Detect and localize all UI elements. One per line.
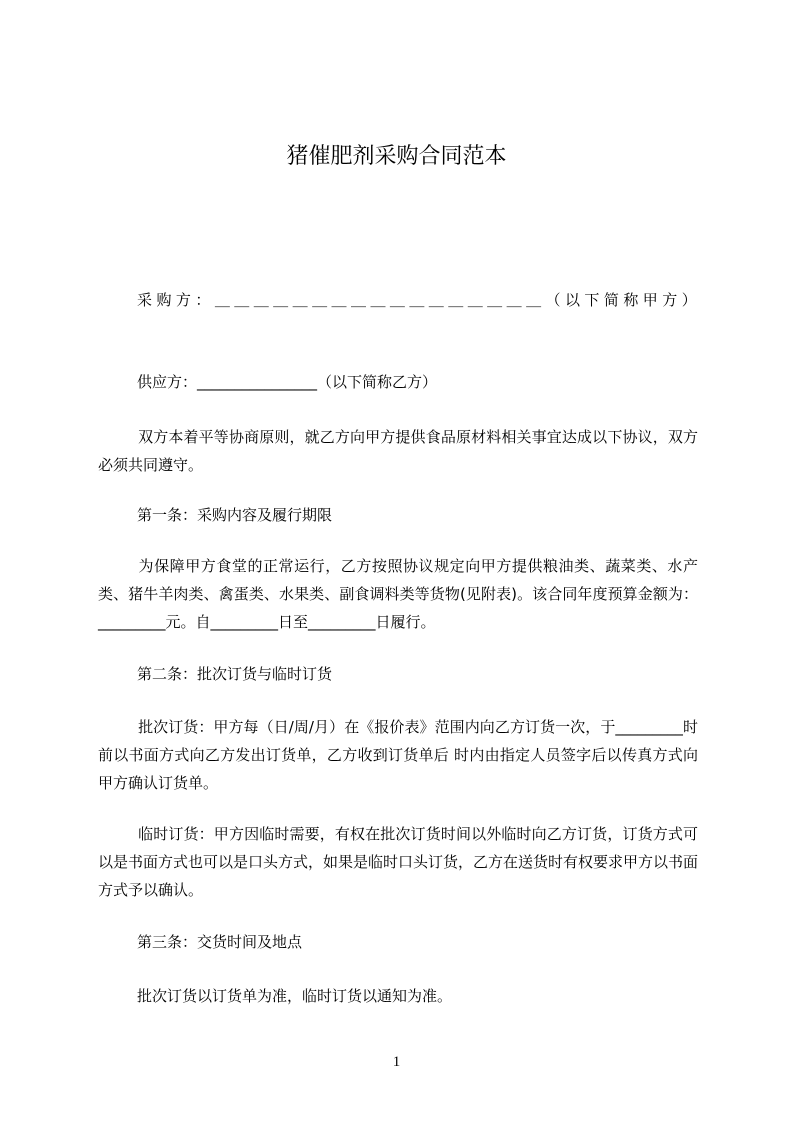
article-2-text-1: 批次订货：甲方每（日/周/月）在《报价表》范围内向乙方订货一次，于_________时前以书面方式向乙方发出订货单，乙方收到订货单后 时内由指定人员签字后以传真方式向甲方确认订货单。 (98, 718, 698, 792)
article-2-paragraph-1 (98, 713, 698, 797)
buyer-line-char: ＿ (331, 291, 347, 309)
buyer-line-char: ） (681, 291, 697, 309)
buyer-line-char: ＿ (487, 291, 503, 309)
buyer-line-char: ＿ (428, 291, 444, 309)
article-3-heading: 第三条：交货时间及地点 (137, 933, 303, 951)
intro-text: 双方本着平等协商原则，就乙方向甲方提供食品原材料相关事宜达成以下协议，双方必须共同遵守。 (98, 428, 698, 474)
buyer-line-char: ＿ (312, 291, 328, 309)
buyer-line-char: ＿ (292, 291, 308, 309)
supplier-line: 供应方：________________（以下简称乙方） (137, 373, 438, 391)
buyer-line-char: 甲 (642, 291, 658, 309)
buyer-line-char: 简 (603, 291, 619, 309)
page-title: 猪催肥剂采购合同范本 (286, 144, 507, 169)
buyer-line-char: ＿ (253, 291, 269, 309)
buyer-line-char: ＿ (214, 291, 230, 309)
intro-paragraph (98, 423, 698, 479)
article-1-paragraph (98, 552, 698, 636)
buyer-line-char: 方 (662, 291, 678, 309)
buyer-line-char: ＿ (506, 291, 522, 309)
buyer-line-char: 下 (584, 291, 600, 309)
buyer-line-char: 称 (623, 291, 639, 309)
article-2-text-2: 临时订货：甲方因临时需要，有权在批次订货时间以外临时向乙方订货，订货方式可以是书面方式也可以是口头方式，如果是临时口头订货，乙方在送货时有权要求甲方以书面方式予以确认。 (98, 825, 699, 899)
buyer-line-char: ： (195, 291, 211, 309)
article-2-heading: 第二条：批次订货与临时订货 (137, 665, 333, 683)
buyer-line-char: ＿ (467, 291, 483, 309)
buyer-line-char: ＿ (370, 291, 386, 309)
buyer-line-char: 方 (175, 291, 191, 309)
article-1-heading: 第一条：采购内容及履行期限 (137, 506, 333, 524)
buyer-line-char: ＿ (350, 291, 366, 309)
buyer-line-char: ＿ (526, 291, 542, 309)
buyer-line-char: ＿ (409, 291, 425, 309)
buyer-line-char: 以 (564, 291, 580, 309)
article-3-paragraph: 批次订货以订货单为准，临时订货以通知为准。 (137, 987, 453, 1005)
buyer-line-char: （ (545, 291, 561, 309)
buyer-line-char: 采 (137, 291, 153, 309)
buyer-line-char: ＿ (234, 291, 250, 309)
article-1-text: 为保障甲方食堂的正常运行，乙方按照协议规定向甲方提供粮油类、蔬菜类、水产类、猪牛羊肉类、禽蛋类、水果类、副食调料类等货物(见附表)。该合同年度预算金额为：_________元。自_________日至_________日履行。 (98, 557, 698, 631)
buyer-line-char: ＿ (273, 291, 289, 309)
buyer-line (137, 285, 697, 315)
article-2-paragraph-2 (98, 820, 698, 904)
buyer-line-char: ＿ (448, 291, 464, 309)
page-number: 1 (392, 1054, 401, 1070)
buyer-line-char: 购 (156, 291, 172, 309)
buyer-line-char: ＿ (389, 291, 405, 309)
